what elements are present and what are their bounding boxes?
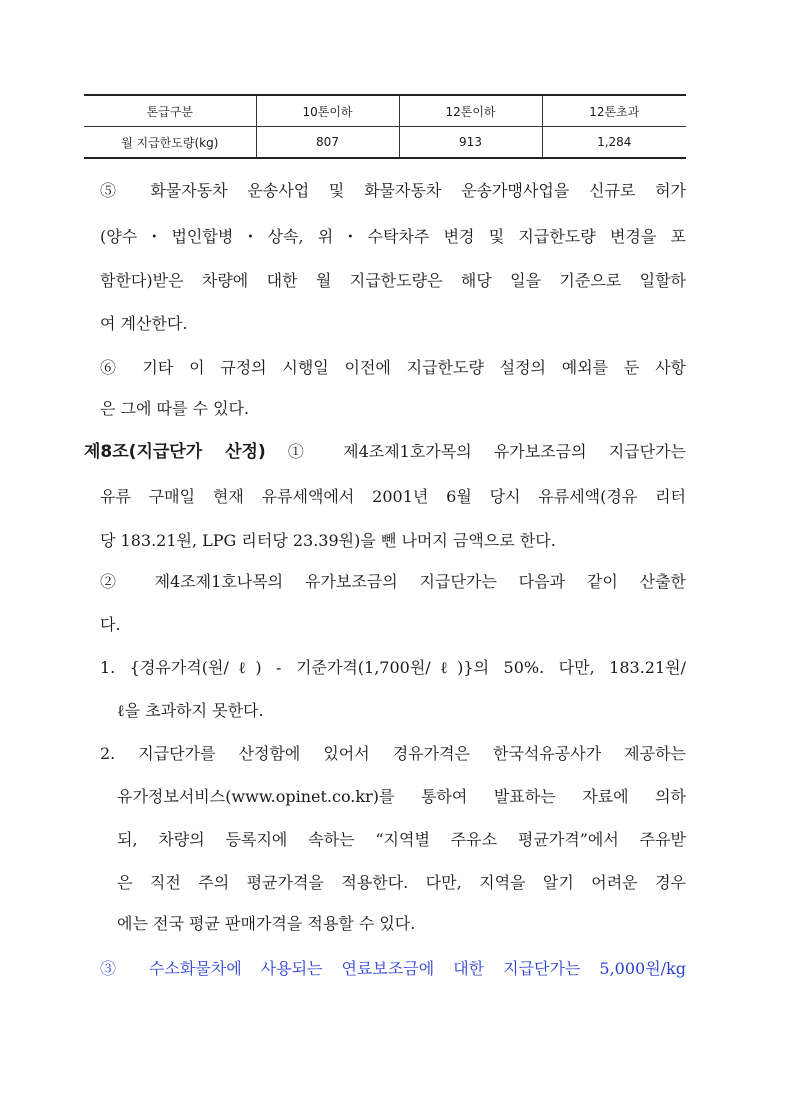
list-item-line: 에는 전국 평균 판매가격을 적용할 수 있다. xyxy=(117,914,416,933)
list-item-line: 은 직전 주의 평균가격을 적용한다. 다만, 지역을 알기 어려운 경우 xyxy=(117,873,686,892)
list-item-line: 유가정보서비스(www.opinet.co.kr)를 통하여 발표하는 자료에 의하 xyxy=(117,787,686,806)
payment-limit-table xyxy=(84,94,686,159)
table-header-row xyxy=(84,95,686,127)
paragraph-line: 유류 구매일 현재 유류세액에서 2001년 6월 당시 유류세액(경유 리터 xyxy=(100,487,686,506)
paragraph-3-highlighted: ③ 수소화물차에 사용되는 연료보조금에 대한 지급단가는 5,000원/kg xyxy=(100,959,686,978)
table-header-cell: 12톤이하 xyxy=(399,95,542,127)
paragraph-line: 은 그에 따를 수 있다. xyxy=(100,399,250,418)
paragraph-line: 여 계산한다. xyxy=(100,314,188,333)
article-8-first-line xyxy=(84,439,686,465)
paragraph-line: 함한다)받은 차량에 대한 월 지급한도량은 해당 일을 기준으로 일할하 xyxy=(100,271,686,290)
paragraph-line: 당 183.21원, LPG 리터당 23.39원)을 뺀 나머지 금액으로 한다. xyxy=(100,531,556,550)
paragraph-line: ⑤ 화물자동차 운송사업 및 화물자동차 운송가맹사업을 신규로 허가 xyxy=(100,181,686,200)
paragraph-line: 다. xyxy=(100,615,121,634)
table-header-cell: 12톤초과 xyxy=(542,95,686,127)
list-item-line: 되, 차량의 등록지에 속하는 “지역별 주유소 평균가격”에서 주유받 xyxy=(117,830,686,849)
paragraph-line: (양수・법인합병・상속, 위・수탁차주 변경 및 지급한도량 변경을 포 xyxy=(100,227,686,246)
table-cell: 913 xyxy=(399,127,542,159)
list-item-line: 2. 지급단가를 산정함에 있어서 경유가격은 한국석유공사가 제공하는 xyxy=(100,744,686,763)
table-row-label: 월 지급한도량(kg) xyxy=(84,127,256,159)
table-header-cell: 톤급구분 xyxy=(84,95,256,127)
list-item-line: ℓ을 초과하지 못한다. xyxy=(117,701,264,720)
paragraph-line: ⑥ 기타 이 규정의 시행일 이전에 지급한도량 설정의 예외를 둔 사항 xyxy=(100,358,686,377)
table-row xyxy=(84,127,686,159)
table-cell: 807 xyxy=(256,127,399,159)
list-item-line: 1. {경유가격(원/ℓ) - 기준가격(1,700원/ℓ)}의 50%. 다만, 183.21원/ xyxy=(100,658,686,677)
article-heading: 제8조(지급단가 산정) xyxy=(84,442,266,462)
table-header-cell: 10톤이하 xyxy=(256,95,399,127)
table-cell: 1,284 xyxy=(542,127,686,159)
paragraph-line: ② 제4조제1호나목의 유가보조금의 지급단가는 다음과 같이 산출한 xyxy=(100,572,686,591)
article-text: ① 제4조제1호가목의 유가보조금의 지급단가는 xyxy=(265,442,686,461)
